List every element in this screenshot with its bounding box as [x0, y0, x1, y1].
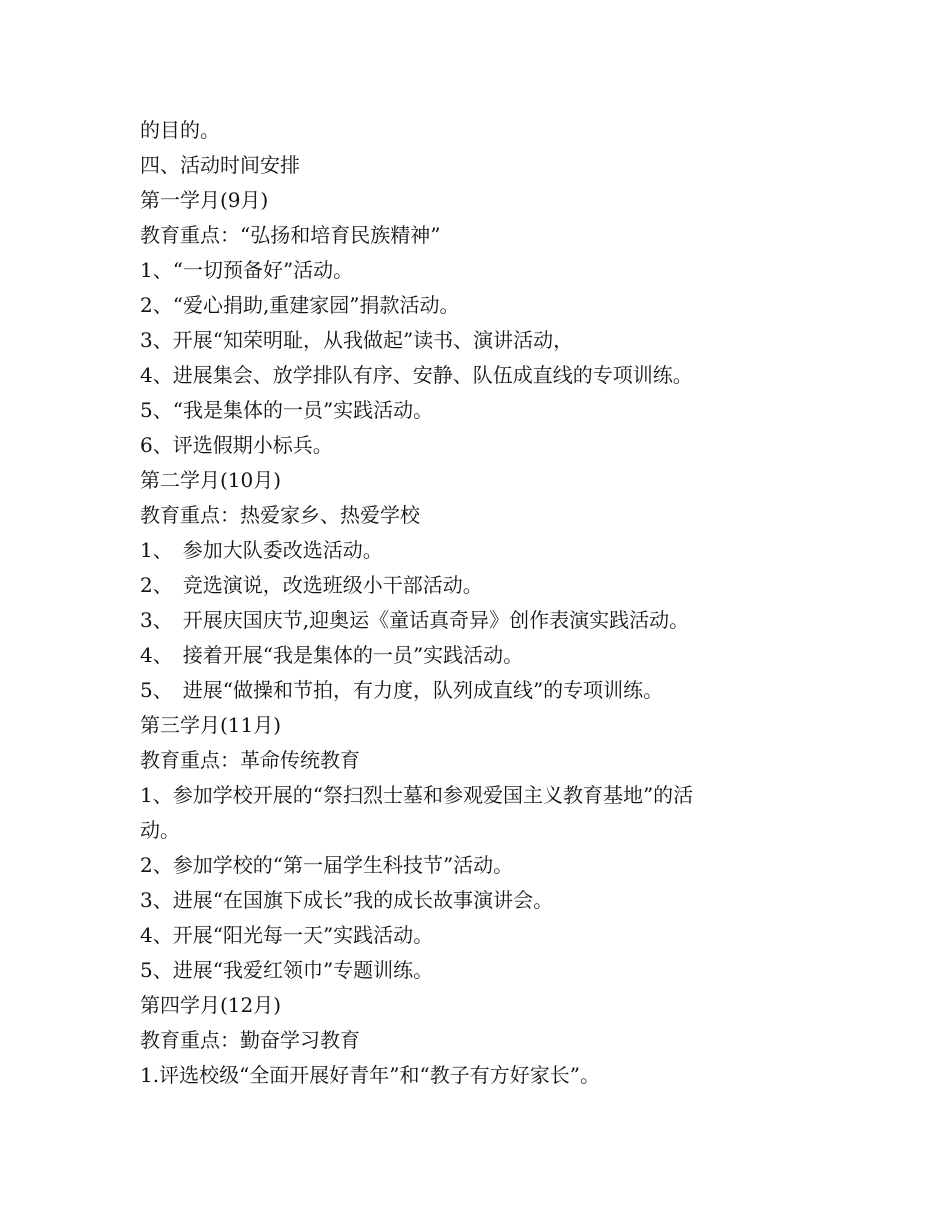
list-item: 4、进展集会、放学排队有序、安静、队伍成直线的专项训练。	[140, 363, 693, 387]
focus-line: 教育重点：“弘扬和培育民族精神”	[140, 223, 441, 247]
focus-line: 教育重点：革命传统教育	[140, 748, 360, 772]
month-heading: 第二学月(10月)	[140, 468, 282, 492]
list-item: 3、进展“在国旗下成长”我的成长故事演讲会。	[140, 888, 554, 912]
list-item: 1、 参加大队委改选活动。	[140, 538, 383, 562]
list-item: 2、 竞选演说，改选班级小干部活动。	[140, 573, 483, 597]
section-heading: 四、活动时间安排	[140, 153, 300, 177]
month-heading: 第四学月(12月)	[140, 993, 282, 1017]
list-item: 3、开展“知荣明耻，从我做起”读书、演讲活动，	[140, 328, 574, 352]
list-item-continuation: 动。	[140, 818, 180, 842]
focus-line: 教育重点：热爱家乡、热爱学校	[140, 503, 420, 527]
list-item: 6、评选假期小标兵。	[140, 433, 333, 457]
list-item: 5、“我是集体的一员”实践活动。	[140, 398, 434, 422]
focus-line: 教育重点：勤奋学习教育	[140, 1028, 360, 1052]
document-body	[140, 113, 780, 1093]
list-item: 4、 接着开展“我是集体的一员”实践活动。	[140, 643, 524, 667]
list-item: 1、“一切预备好”活动。	[140, 258, 354, 282]
list-item: 2、参加学校的“第一届学生科技节”活动。	[140, 853, 514, 877]
list-item: 1、参加学校开展的“祭扫烈士墓和参观爱国主义教育基地”的活	[140, 783, 694, 807]
list-item: 5、 进展“做操和节拍，有力度，队列成直线”的专项训练。	[140, 678, 664, 702]
list-item: 2、“爱心捐助,重建家园”捐款活动。	[140, 293, 460, 317]
list-item: 1.评选校级“全面开展好青年”和“教子有方好家长”。	[140, 1063, 600, 1087]
month-heading: 第一学月(9月)	[140, 188, 269, 212]
list-item: 5、进展“我爱红领巾”专题训练。	[140, 958, 434, 982]
month-heading: 第三学月(11月)	[140, 713, 282, 737]
list-item: 3、 开展庆国庆节,迎奥运《童话真奇异》创作表演实践活动。	[140, 608, 690, 632]
text-line: 的目的。	[140, 118, 220, 142]
list-item: 4、开展“阳光每一天”实践活动。	[140, 923, 434, 947]
